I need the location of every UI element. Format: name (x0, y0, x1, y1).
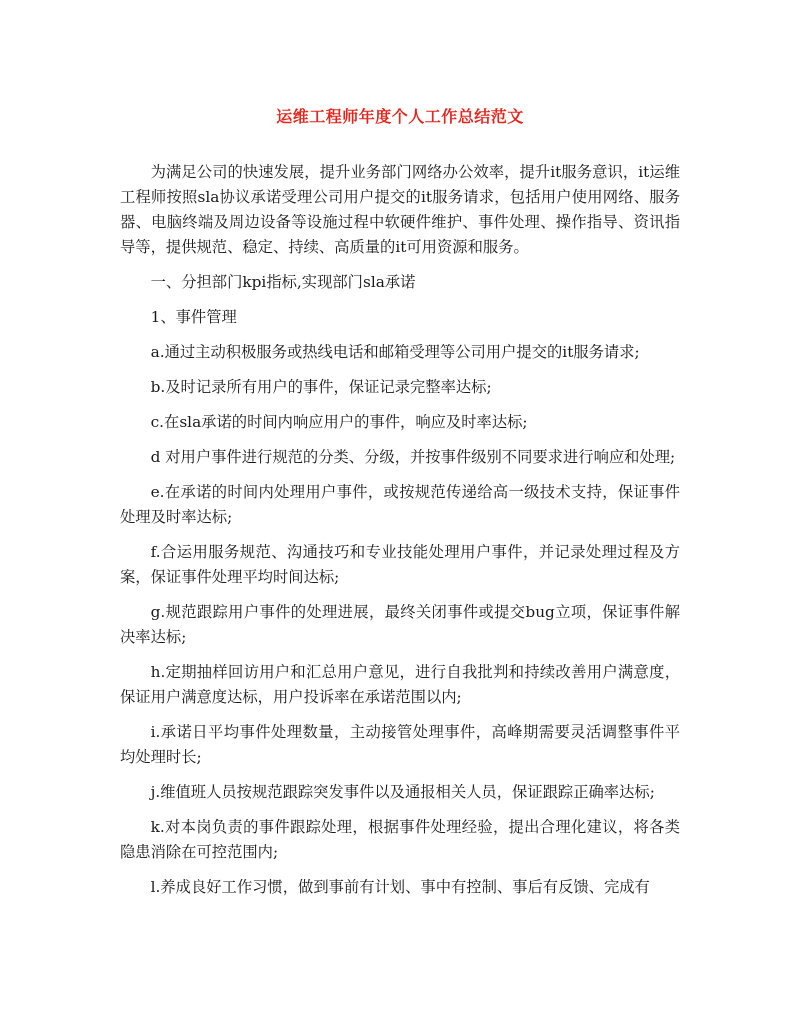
intro-paragraph: 为满足公司的快速发展，提升业务部门网络办公效率，提升it服务意识，it运维工程师按照sla协议承诺受理公司用户提交的it服务请求，包括用户使用网络、服务器、电脑终端及周边设备等设施过程中软硬件维护、事件处理、操作指导、资讯指导等，提供规范、稳定、持续、高质量的it可用资源和服务。 (120, 163, 680, 256)
list-item-a: a.通过主动积极服务或热线电话和邮箱受理等公司用户提交的it服务请求; (150, 343, 640, 361)
list-item-k: k.对本岗负责的事件跟踪处理，根据事件处理经验，提出合理化建议，将各类隐患消除在可控范围内; (120, 818, 680, 861)
list-item-h: h.定期抽样回访用户和汇总用户意见，进行自我批判和持续改善用户满意度，保证用户满意度达标，用户投诉率在承诺范围以内; (120, 663, 680, 706)
list-item-d: d 对用户事件进行规范的分类、分级，并按事件级别不同要求进行响应和处理; (150, 448, 676, 466)
list-item-j: j.维值班人员按规范跟踪突发事件以及通报相关人员，保证跟踪正确率达标; (150, 783, 655, 801)
subsection-heading-incident-management: 1、事件管理 (150, 308, 237, 326)
list-item-c: c.在sla承诺的时间内响应用户的事件，响应及时率达标; (150, 413, 528, 431)
list-item-i: i.承诺日平均事件处理数量，主动接管处理事件，高峰期需要灵活调整事件平均处理时长; (120, 723, 680, 766)
list-item-g: g.规范跟踪用户事件的处理进展，最终关闭事件或提交bug立项，保证事件解决率达标; (120, 603, 680, 646)
list-item-b: b.及时记录所有用户的事件，保证记录完整率达标; (150, 378, 492, 396)
document-title: 运维工程师年度个人工作总结范文 (276, 107, 524, 126)
list-item-e: e.在承诺的时间内处理用户事件，或按规范传递给高一级技术支持，保证事件处理及时率达标; (120, 483, 680, 526)
list-item-l: l.养成良好工作习惯，做到事前有计划、事中有控制、事后有反馈、完成有 (150, 878, 650, 896)
list-item-f: f.合运用服务规范、沟通技巧和专业技能处理用户事件，并记录处理过程及方案，保证事件处理平均时间达标; (120, 543, 680, 586)
document-body (120, 160, 680, 910)
section-heading-kpi: 一、分担部门kpi指标,实现部门sla承诺 (150, 273, 416, 291)
